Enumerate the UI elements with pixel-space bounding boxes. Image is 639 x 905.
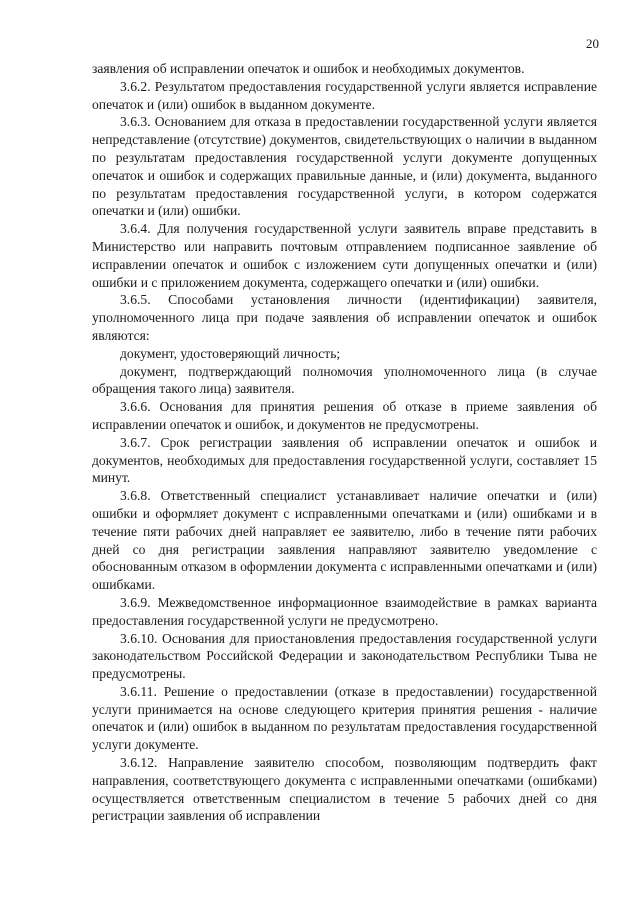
paragraph-3-6-4: 3.6.4. Для получения государственной услуги заявитель вправе представить в Министерство или направить почтовым отправлением подписанное заявление об исправлении опечаток и ошибок с изложением сути допущенных опечатки и (или) ошибки и с приложением документа, содержащего опечатки и (или) ошибки. (92, 221, 597, 290)
paragraph-3-6-2: 3.6.2. Результатом предоставления государственной услуги является исправление опечаток и (или) ошибок в выданном документе. (92, 78, 597, 112)
paragraph-3-6-11: 3.6.11. Решение о предоставлении (отказе в предоставлении) государственной услуги принимается на основе следующего критерия принятия решения - наличие опечаток и (или) ошибок в выданном по результатам предоставления государственной услуги документе. (92, 683, 597, 753)
paragraph-continuation: заявления об исправлении опечаток и ошибок и необходимых документов. (92, 61, 525, 76)
paragraph-3-6-6: 3.6.6. Основания для принятия решения об отказе в приеме заявления об исправлении опечаток и ошибок, и документов не предусмотрены. (92, 399, 597, 432)
paragraph-3-6-5: 3.6.5. Способами установления личности (идентификации) заявителя, уполномоченного лица при подаче заявления об исправлении опечаток и ошибок являются: (92, 292, 597, 343)
list-item-identity-document: документ, удостоверяющий личность; (120, 345, 341, 361)
paragraph-3-6-7: 3.6.7. Срок регистрации заявления об исправлении опечаток и ошибок и документов, необходимых для предоставления государственной услуги, составляет 15 минут. (92, 434, 597, 486)
page-number: 20 (586, 36, 599, 51)
paragraph-3-6-8: 3.6.8. Ответственный специалист устанавливает наличие опечатки и (или) ошибки и оформляет документ с исправленными опечатками и (или) ошибками и в течение пяти рабочих дней направляет ее заявителю, либо в течение пяти рабочих дней со дня регистрации заявления направляют заявителю уведомление с обоснованным отказом в оформлении документа с исправленными опечатками и (или) ошибками. (92, 488, 597, 593)
list-item-authority-document: документ, подтверждающий полномочия уполномоченного лица (в случае обращения такого лица) заявителя. (92, 363, 597, 397)
paragraph-3-6-9: 3.6.9. Межведомственное информационное взаимодействие в рамках варианта предоставления государственной услуги не предусмотрено. (92, 594, 597, 628)
paragraph-3-6-12: 3.6.12. Направление заявителю способом, позволяющим подтвердить факт направления, соответствующего документа с исправленными опечатками (ошибками) осуществляется ответственным специалистом в течение 5 рабочих дней со дня регистрации заявления об исправлении (92, 755, 597, 824)
document-body (92, 60, 597, 825)
paragraph-3-6-10: 3.6.10. Основания для приостановления предоставления государственной услуги законодательством Российской Федерации и законодательством Республики Тыва не предусмотрены. (92, 630, 597, 682)
paragraph-3-6-3: 3.6.3. Основанием для отказа в предоставлении государственной услуги является непредставление (отсутствие) документов, свидетельствующих о наличии в выданном по результатам предоставления государственной услуги документе допущенных опечаток и ошибок и содержащих правильные данные, и (или) документа, выданного по результатам предоставления государственной услуги, в котором содержатся опечатки и (или) ошибки. (92, 114, 597, 219)
